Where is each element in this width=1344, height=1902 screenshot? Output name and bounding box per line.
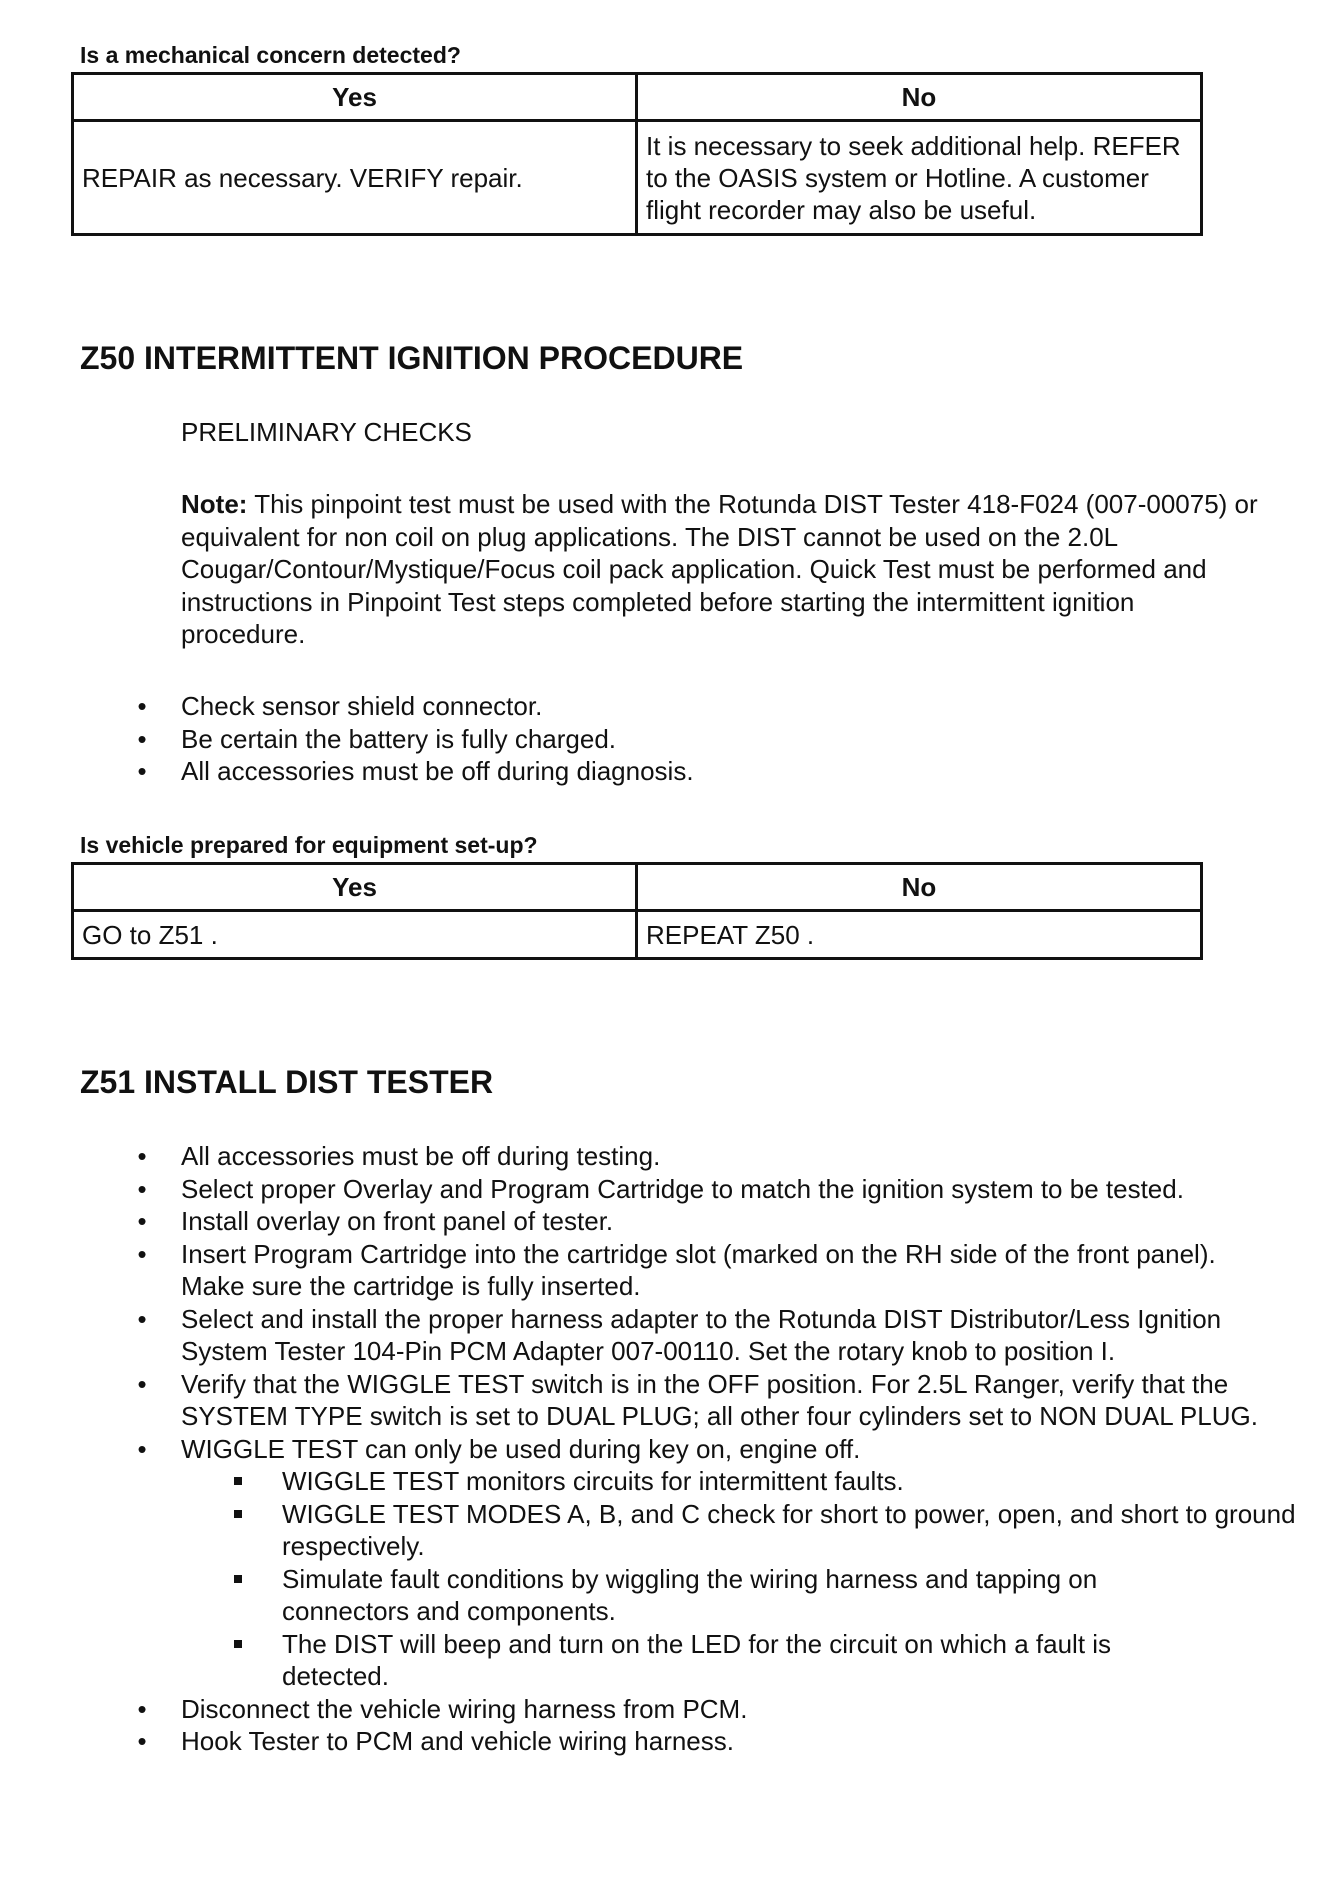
list-item-text: Hook Tester to PCM and vehicle wiring harness. [181, 1726, 734, 1756]
sub-list-item [0, 1465, 1300, 1498]
note-text: This pinpoint test must be used with the Rotunda DIST Tester 418-F024 (007-00075) or equivalent for non coil on plug applications. The DIST cannot be used on the 2.0L Cougar/Contour/Mystique/Focus coil pack application. Quick Test must be performed and instructions in Pinpoint Test steps completed before starting the intermittent ignition procedure. [181, 489, 1258, 649]
sub-list-item [0, 1628, 1300, 1693]
list-item [0, 723, 1300, 756]
bullet-icon: • [137, 756, 147, 786]
list-item-text: Be certain the battery is fully charged. [181, 723, 617, 754]
list-item-text: Verify that the WIGGLE TEST switch is in the OFF position. For 2.5L Ranger, verify that the SYSTEM TYPE switch is set to DUAL PLUG; all other four cylinders set to NON DUAL PLUG. [181, 1368, 1258, 1431]
bullet-icon: • [137, 1206, 147, 1236]
table-cell-no: It is necessary to seek additional help. REFER to the OASIS system or Hotline. A customer flight recorder may also be useful. [637, 121, 1202, 235]
preliminary-checks-list [0, 690, 1300, 788]
sub-list-item-text: WIGGLE TEST monitors circuits for intermittent faults. [282, 1466, 904, 1496]
sub-list-item [0, 1563, 1300, 1628]
list-item-text: Install overlay on front panel of tester. [181, 1206, 614, 1236]
question-vehicle-prepared: Is vehicle prepared for equipment set-up? [80, 832, 538, 858]
sub-list-item-text: The DIST will beep and turn on the LED for the circuit on which a fault is detected. [282, 1628, 1112, 1691]
bullet-icon: • [137, 1368, 147, 1399]
list-item-text: WIGGLE TEST can only be used during key on, engine off. [181, 1433, 861, 1464]
list-item [0, 1238, 1300, 1303]
list-item [0, 1725, 1300, 1758]
decision-table-vehicle-prepared [71, 862, 1203, 960]
note-paragraph [181, 488, 1261, 651]
question-mechanical-concern: Is a mechanical concern detected? [80, 42, 461, 68]
list-item [0, 755, 1300, 788]
list-item-text: All accessories must be off during diagnosis. [181, 756, 694, 786]
table-cell-yes: GO to Z51 . [73, 911, 637, 959]
note-label: Note: [181, 489, 248, 519]
table-header-yes: Yes [73, 74, 637, 121]
bullet-icon: • [137, 1726, 147, 1756]
bullet-icon: • [137, 1238, 147, 1269]
list-item [0, 1205, 1300, 1238]
square-bullet-icon [234, 1575, 242, 1583]
bullet-icon: • [137, 1303, 147, 1334]
sub-list-item-text: Simulate fault conditions by wiggling the wiring harness and tapping on connectors and components. [282, 1563, 1098, 1626]
bullet-icon: • [137, 1173, 147, 1204]
table-cell-yes: REPAIR as necessary. VERIFY repair. [73, 121, 637, 235]
list-item [0, 1173, 1300, 1206]
bullet-icon: • [137, 1433, 147, 1464]
wiggle-test-sublist [181, 1465, 1300, 1693]
section-title-z51: Z51 INSTALL DIST TESTER [80, 1064, 494, 1100]
subtitle-preliminary-checks: PRELIMINARY CHECKS [181, 417, 472, 447]
list-item [0, 1368, 1300, 1433]
list-item-text: Select proper Overlay and Program Cartridge to match the ignition system to be tested. [181, 1173, 1184, 1204]
bullet-icon: • [137, 691, 147, 721]
square-bullet-icon [234, 1640, 242, 1648]
sub-list-item-text: WIGGLE TEST MODES A, B, and C check for short to power, open, and short to ground respectively. [282, 1498, 1296, 1561]
bullet-icon: • [137, 723, 147, 754]
bullet-icon: • [137, 1141, 147, 1171]
square-bullet-icon [234, 1510, 242, 1518]
install-steps-list [0, 1140, 1300, 1758]
list-item [0, 1140, 1300, 1173]
list-item-text: Insert Program Cartridge into the cartridge slot (marked on the RH side of the front panel). Make sure the cartridge is fully inserted. [181, 1238, 1216, 1301]
list-item-text: Select and install the proper harness adapter to the Rotunda DIST Distributor/Less Ignition System Tester 104-Pin PCM Adapter 007-00110. Set the rotary knob to position I. [181, 1303, 1222, 1366]
table-header-yes: Yes [73, 864, 637, 911]
bullet-icon: • [137, 1693, 147, 1724]
list-item-text: Disconnect the vehicle wiring harness from PCM. [181, 1693, 748, 1724]
sub-list-item [0, 1498, 1300, 1563]
table-header-no: No [637, 864, 1202, 911]
list-item [0, 1693, 1300, 1726]
square-bullet-icon [234, 1477, 242, 1485]
table-cell-no: REPEAT Z50 . [637, 911, 1202, 959]
list-item [0, 1303, 1300, 1368]
decision-table-mechanical [71, 72, 1203, 236]
list-item-text: All accessories must be off during testing. [181, 1141, 661, 1171]
table-header-no: No [637, 74, 1202, 121]
list-item [0, 1433, 1300, 1693]
list-item [0, 690, 1300, 723]
list-item-text: Check sensor shield connector. [181, 691, 543, 721]
section-title-z50: Z50 INTERMITTENT IGNITION PROCEDURE [80, 340, 744, 376]
